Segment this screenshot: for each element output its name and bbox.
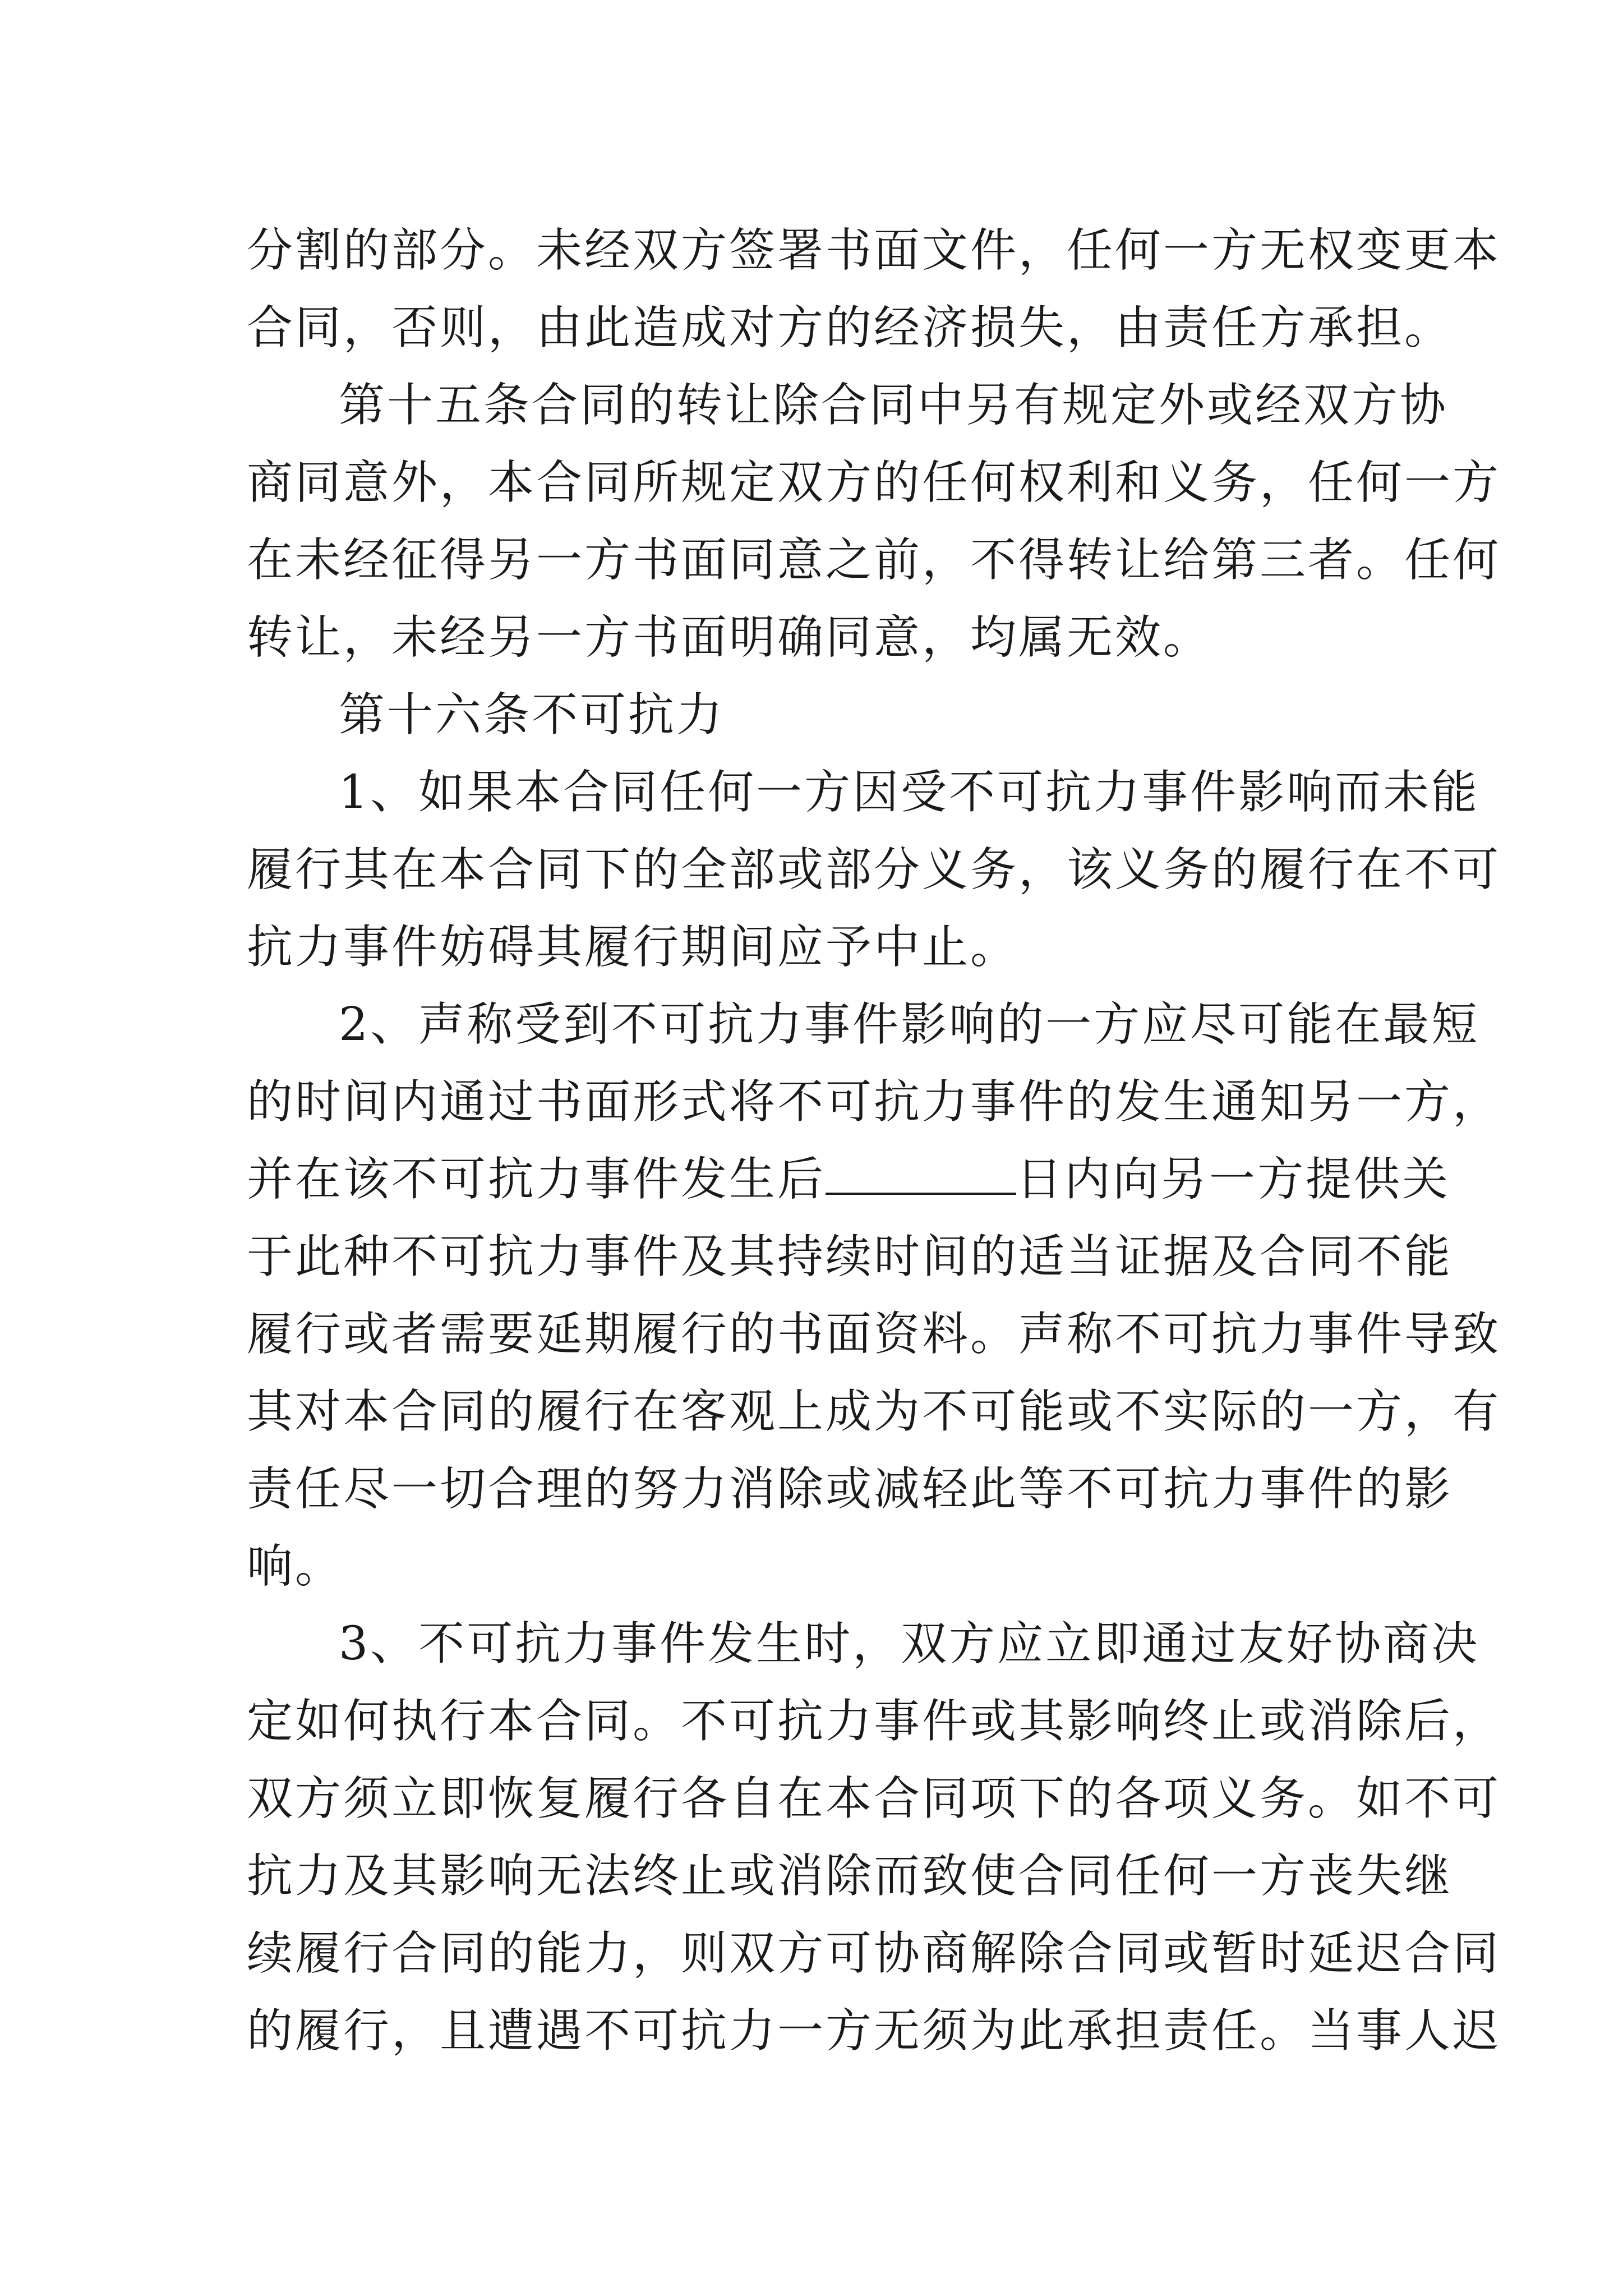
paragraph-clause-3	[247, 1605, 1501, 2070]
text-segment: 并在该不可抗力事件发生后	[247, 1153, 826, 1206]
text-line: 于此种不可抗力事件及其持续时间的适当证据及合同不能	[247, 1230, 1453, 1283]
text-line: 的履行，且遭遇不可抗力一方无须为此承担责任。当事人迟	[247, 2004, 1501, 2058]
text-line: 其对本合同的履行在客观上成为不可能或不实际的一方，有	[247, 1385, 1501, 1438]
text-line: 3、不可抗力事件发生时，双方应立即通过友好协商决	[339, 1617, 1480, 1671]
text-line: 分割的部分。未经双方签署书面文件，任何一方无权变更本	[247, 224, 1501, 277]
text-line: 的时间内通过书面形式将不可抗力事件的发生通知另一方，	[247, 1075, 1501, 1129]
text-line: 抗力事件妨碍其履行期间应予中止。	[247, 921, 1019, 974]
text-line: 响。	[247, 1540, 344, 1593]
text-line: 2、声称受到不可抗力事件影响的一方应尽可能在最短	[339, 998, 1480, 1051]
text-line: 抗力及其影响无法终止或消除而致使合同任何一方丧失继	[247, 1849, 1453, 1903]
text-line: 1、如果本合同任何一方因受不可抗力事件影响而未能	[339, 766, 1480, 819]
article-16-heading	[247, 677, 1391, 754]
text-line: 第十五条合同的转让除合同中另有规定外或经双方协	[339, 379, 1449, 432]
text-line: 双方须立即恢复履行各自在本合同项下的各项义务。如不可	[247, 1772, 1501, 1825]
fill-in-blank[interactable]	[826, 1148, 1016, 1195]
text-line: 履行其在本合同下的全部或部分义务，该义务的履行在不可	[247, 843, 1501, 896]
text-line: 履行或者需要延期履行的书面资料。声称不可抗力事件导致	[247, 1308, 1501, 1361]
text-line: 转让，未经另一方书面明确同意，均属无效。	[247, 611, 1212, 664]
text-line: 续履行合同的能力，则双方可协商解除合同或暂时延迟合同	[247, 1927, 1501, 1980]
paragraph-clause-2	[247, 986, 1501, 1605]
text-line: 定如何执行本合同。不可抗力事件或其影响终止或消除后，	[247, 1695, 1501, 1748]
text-line: 在未经征得另一方书面同意之前，不得转让给第三者。任何	[247, 533, 1501, 587]
text-line: 合同，否则，由此造成对方的经济损失，由责任方承担。	[247, 301, 1453, 355]
text-line: 第十六条不可抗力	[339, 688, 725, 742]
text-line: 责任尽一切合理的努力消除或减轻此等不可抗力事件的影	[247, 1462, 1453, 1516]
paragraph-clause-1	[247, 754, 1501, 986]
paragraph-continuation	[247, 212, 1501, 367]
text-line-with-blank	[247, 1141, 1451, 1218]
paragraph-article-15	[247, 367, 1501, 677]
document-body	[247, 212, 1501, 2070]
text-segment: 日内向另一方提供关	[1016, 1153, 1451, 1206]
text-line: 商同意外，本合同所规定双方的任何权利和义务，任何一方	[247, 456, 1501, 509]
